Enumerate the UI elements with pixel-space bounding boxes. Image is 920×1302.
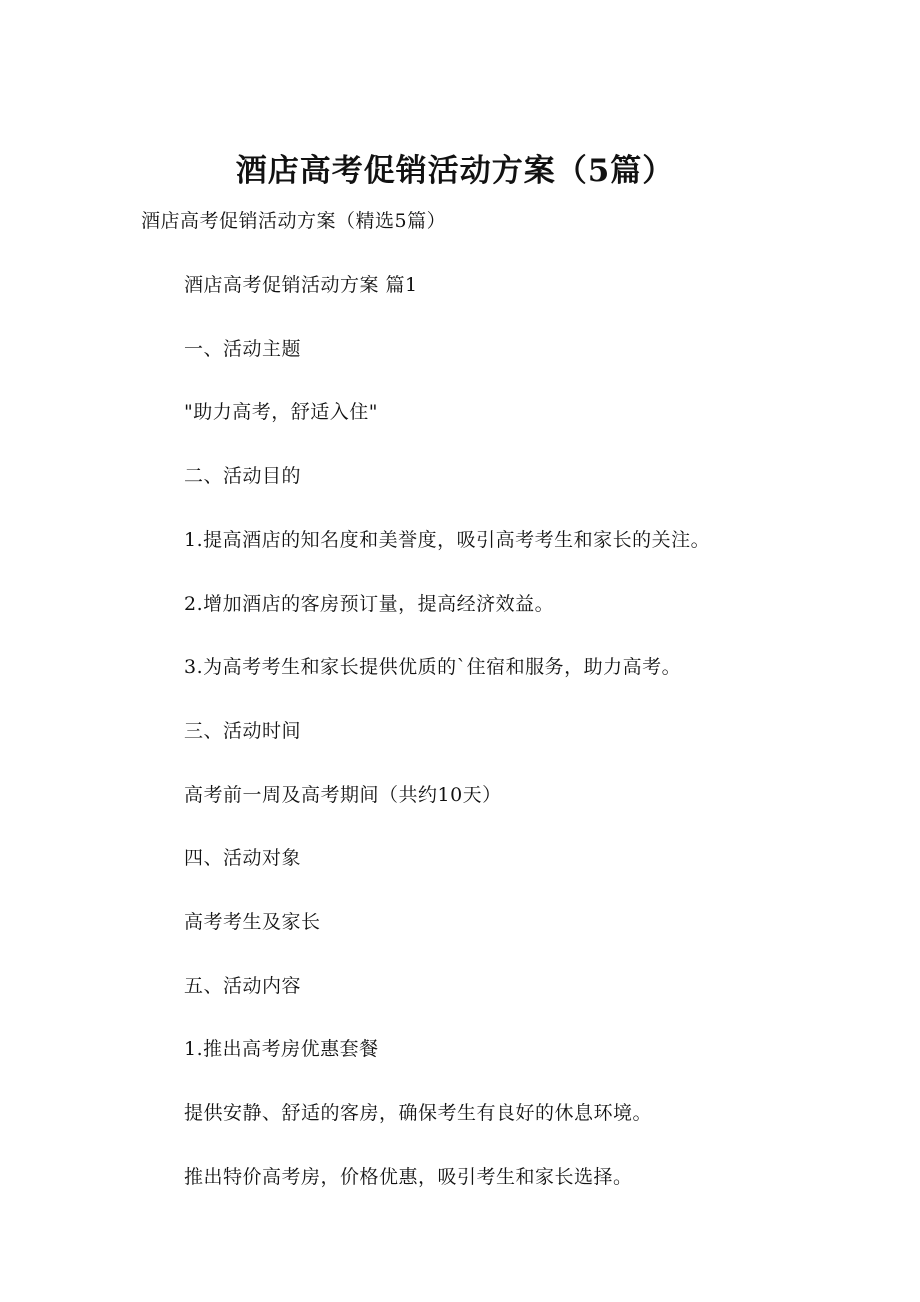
heading-activity-target: 四、活动对象 [184,847,302,869]
paragraph-activity-target: 高考考生及家长 [184,911,321,933]
paragraph-content-detail-2: 推出特价高考房，价格优惠，吸引考生和家长选择。 [184,1166,633,1188]
heading-activity-theme: 一、活动主题 [184,338,302,360]
paragraph-content-detail-1: 提供安静、舒适的客房，确保考生有良好的休息环境。 [184,1102,653,1124]
heading-activity-content: 五、活动内容 [184,975,302,997]
heading-activity-time: 三、活动时间 [184,720,302,742]
paragraph-theme-slogan: "助力高考，舒适入住" [184,401,378,423]
document-title: 酒店高考促销活动方案（5篇） [235,153,675,189]
paragraph-purpose-1: 1.提高酒店的知名度和美誉度，吸引高考考生和家长的关注。 [184,529,711,551]
paragraph-purpose-3: 3.为高考考生和家长提供优质的`住宿和服务，助力高考。 [184,656,682,678]
section-heading-part-1: 酒店高考促销活动方案 篇1 [184,274,418,296]
document-subtitle: 酒店高考促销活动方案（精选5篇） [141,210,447,232]
paragraph-purpose-2: 2.增加酒店的客房预订量，提高经济效益。 [184,593,555,615]
paragraph-activity-time: 高考前一周及高考期间（共约10天） [184,784,502,806]
heading-activity-purpose: 二、活动目的 [184,465,302,487]
paragraph-content-1: 1.推出高考房优惠套餐 [184,1038,379,1060]
